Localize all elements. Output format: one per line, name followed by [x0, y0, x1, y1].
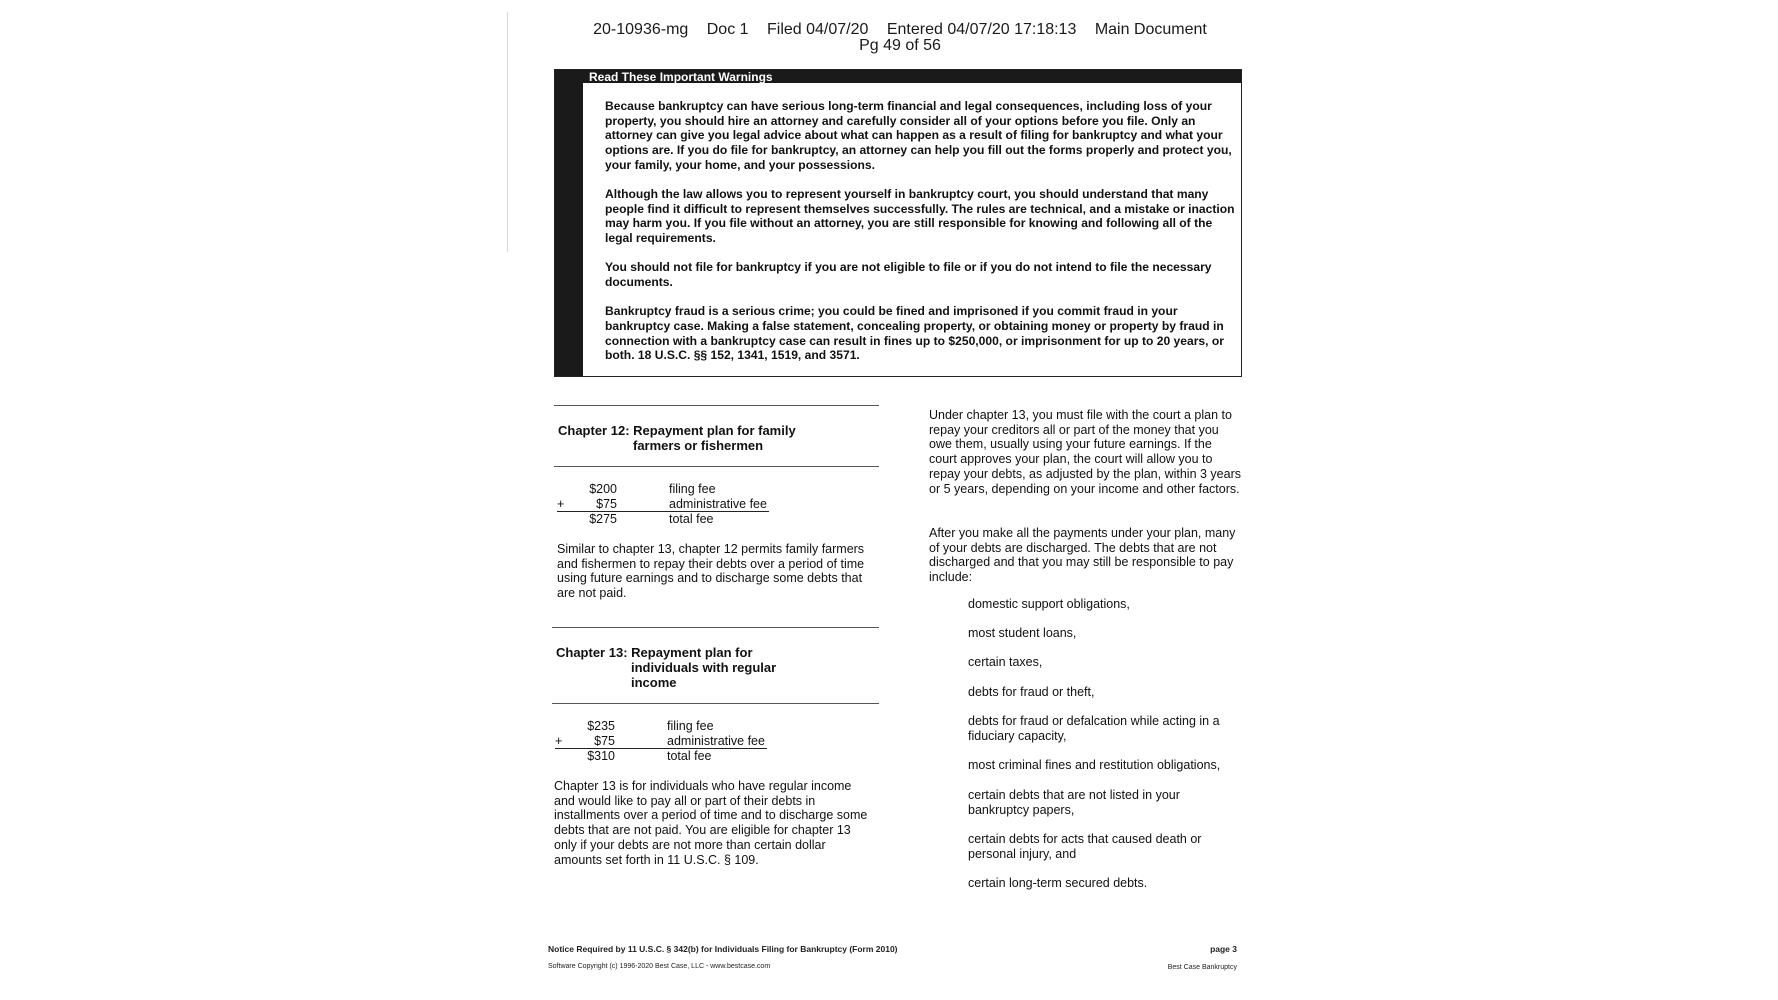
fee-amount: $310 — [587, 749, 615, 763]
warnings-body — [605, 99, 1237, 378]
list-item: debts for fraud or defalcation while acting in a fiduciary capacity, — [968, 714, 1220, 743]
footer-notice: Notice Required by 11 U.S.C. § 342(b) for Individuals Filing for Bankruptcy (Form 2010) — [548, 944, 898, 954]
chapter13-description: Chapter 13 is for individuals who have regular income and would like to pay all or part of their debts in installments over a period of time and to discharge some debts that are not paid. You are eligible for chapter 13 only if your debts are not more than certain dollar amounts set forth in 11 U.S.C. § 109. — [554, 779, 868, 867]
chapter13-discharge-text: After you make all the payments under your plan, many of your debts are discharged. The debts that are not discharged and that you may still be responsible to pay include: — [929, 526, 1236, 585]
chapter12-title — [558, 423, 878, 453]
footer-copyright: Software Copyright (c) 1996-2020 Best Case, LLC - www.bestcase.com — [548, 963, 771, 970]
filing-header — [555, 22, 1245, 54]
list-item: debts for fraud or theft, — [968, 685, 1095, 699]
list-item: certain taxes, — [968, 655, 1043, 669]
list-item: domestic support obligations, — [968, 597, 1130, 611]
warning-paragraph: Bankruptcy fraud is a serious crime; you could be fined and imprisoned if you commit fraud in your bankruptcy case. Making a false statement, concealing property, or obtaining money or property by fraud in connection with a bankruptcy case can result in fines up to $250,000, or imprisonment for up to 20 years, or both. 18 U.S.C. §§ 152, 1341, 1519, and 3571. — [605, 304, 1224, 363]
case-number: 20-10936-mg — [593, 21, 689, 38]
chapter13-title-line2: individuals with regular — [631, 660, 777, 675]
fee-label: administrative fee — [669, 497, 767, 511]
warnings-title: Read These Important Warnings — [589, 70, 773, 84]
chapter12-title-line1: Repayment plan for family — [633, 423, 796, 438]
chapter13-fee-table — [555, 719, 795, 764]
footer-brand: Best Case Bankruptcy — [1167, 964, 1237, 971]
warning-paragraph: You should not file for bankruptcy if you are not eligible to file or if you do not intend to file the necessary documents. — [605, 260, 1212, 290]
list-item: certain long-term secured debts. — [968, 876, 1148, 890]
chapter12-description: Similar to chapter 13, chapter 12 permits family farmers and fishermen to repay their debts over a period of time using future earnings and to discharge some debts that are not paid. — [557, 542, 865, 601]
warning-paragraph: Because bankruptcy can have serious long-term financial and legal consequences, including loss of your property, you should hire an attorney and carefully consider all of your options before you file. Only an attorney can give you legal advice about what can happen as a result of filing for bankruptcy and what your options are. If you do file for bankruptcy, an attorney can help you fill out the forms properly and protect you, your family, your home, and your possessions. — [605, 99, 1232, 172]
fee-label: filing fee — [669, 482, 716, 496]
footer-page-number: page 3 — [1210, 944, 1237, 954]
chapter13-plan-text: Under chapter 13, you must file with the court a plan to repay your creditors all or part of the money that you owe them, usually using your future earnings. If the court approves your plan, the court will allow you to repay your debts, as adjusted by the plan, within 3 years or 5 years, depending on your income and other factors. — [929, 408, 1241, 496]
fee-label: total fee — [669, 512, 714, 526]
list-item: certain debts for acts that caused death or personal injury, and — [968, 832, 1202, 861]
plus-sign: + — [557, 497, 565, 511]
fee-label: administrative fee — [667, 734, 765, 748]
warning-paragraph: Although the law allows you to represent yourself in bankruptcy court, you should understand that many people find it difficult to represent themselves successfully. The rules are technical, and a mistake or inaction may harm you. If you file without an attorney, you are still responsible for knowing and following all of the legal requirements. — [605, 187, 1235, 246]
chapter12-fee-table — [557, 482, 797, 527]
list-item: most criminal fines and restitution obligations, — [968, 758, 1221, 772]
chapter13-title-line3: income — [631, 675, 677, 690]
page-edge-line — [507, 12, 508, 252]
divider — [554, 405, 879, 406]
warnings-side-bar — [555, 83, 583, 376]
page-count: Pg 49 of 56 — [859, 37, 941, 54]
chapter13-number: Chapter 13: — [556, 645, 628, 660]
divider — [552, 627, 879, 628]
fee-amount: $235 — [587, 719, 615, 733]
doc-type: Main Document — [1094, 21, 1207, 38]
fee-amount: $75 — [596, 497, 617, 511]
warnings-title-bar — [555, 70, 1241, 83]
list-item: most student loans, — [968, 626, 1077, 640]
chapter13-title — [556, 645, 876, 690]
chapter12-number: Chapter 12: — [558, 423, 630, 438]
filed-date: Filed 04/07/20 — [767, 21, 869, 38]
list-item: certain debts that are not listed in your bankruptcy papers, — [968, 788, 1180, 817]
warnings-box — [554, 69, 1242, 377]
divider — [554, 466, 879, 467]
fee-amount: $75 — [594, 734, 615, 748]
doc-number: Doc 1 — [706, 21, 749, 38]
fee-label: filing fee — [667, 719, 714, 733]
fee-label: total fee — [667, 749, 712, 763]
entered-date: Entered 04/07/20 17:18:13 — [886, 21, 1077, 38]
fee-amount: $200 — [589, 482, 617, 496]
plus-sign: + — [555, 734, 563, 748]
fee-amount: $275 — [589, 512, 617, 526]
chapter13-title-line1: Repayment plan for — [631, 645, 753, 660]
divider — [552, 703, 879, 704]
chapter12-title-line2: farmers or fishermen — [633, 438, 764, 453]
